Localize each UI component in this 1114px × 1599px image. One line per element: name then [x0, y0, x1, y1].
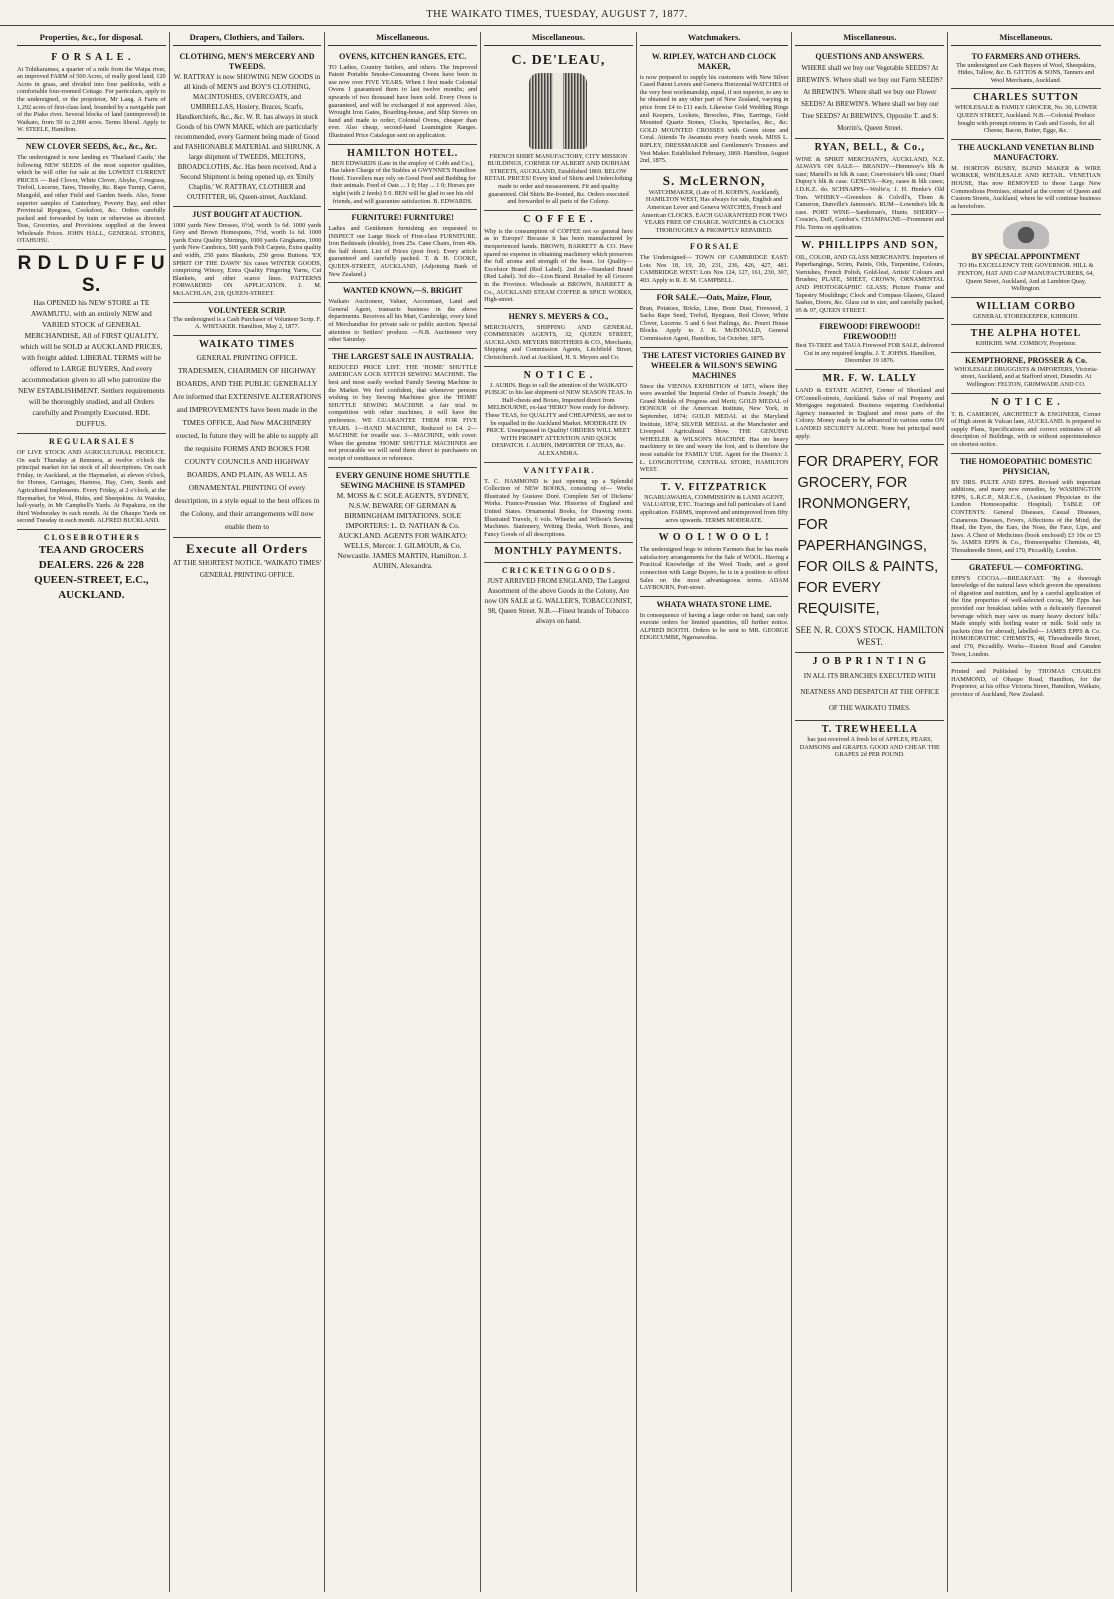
ad-cox-stock — [795, 445, 944, 653]
ad-coffee — [484, 211, 633, 309]
column-header: Drapers, Clothiers, and Tailors. — [173, 32, 322, 46]
ad-body: FRENCH SHIRT MANUFACTORY, CITY MISSION BUILDINGS, CORNER OF ALBERT AND DURHAM STREETS, AUCKLAND, Established 1869. BELOW RETAIL PRICES! Every kind of Shirts and Underclothing made to order and measurement. Fit and quality guaranteed. Old Shirts Re-fronted, &c. Orders executed and forwarded to all parts of the Colony. — [484, 152, 633, 206]
ad-body: Best TI-TREE and TAUA Firewood FOR SALE, delivered Cut in any required lengths. J. T. JOHNS. Hamilton, December 19 1876. — [795, 342, 945, 365]
ad-title: THE ALPHA HOTEL — [970, 328, 1082, 340]
ad-body: At Tuhikaramea, a quarter of a mile from the Waipa river, an improved FARM of 500 Acres, of really good land; 120 Acres in grass, and divided into four paddocks, with a comfortable four-roomed Cottage. For particulars, apply to the undersigned, or the proprietor, Mr Lang. A Farm of 1,292 acres of first-class land, bounded by a navigable part of the Piako river. Several blocks of land (unimproved) in Waikato, from 50 to 2,000 acres. Terms liberal. Apply to W. STEELE, Hamilton. — [17, 65, 166, 134]
masthead-title: THE WAIKATO TIMES, TUESDAY, AUGUST 7, 1877. — [426, 9, 688, 20]
ad-title: WHATA WHATA STONE LIME. — [656, 599, 772, 609]
ad-title: MONTHLY PAYMENTS. — [494, 546, 623, 558]
ad-title: THE LATEST VICTORIES GAINED BY WHEELER & WILSON'S SEWING MACHINES — [642, 350, 786, 380]
ad-title: F O R S A L E . — [51, 51, 132, 63]
ad-shirt-manufactory — [484, 49, 633, 211]
ad-job-printing — [795, 653, 944, 721]
ad-title: N O T I C E . — [991, 396, 1061, 408]
ad-title: W. PHILLIPPS AND SON, — [801, 239, 939, 251]
ad-body: SEE N. R. COX'S STOCK. HAMILTON WEST. — [795, 625, 945, 648]
ad-title: FIREWOOD! FIREWOOD!! FIREWOOD!!! — [819, 322, 921, 342]
ad-lally — [795, 370, 944, 445]
ad-rattray-clothing — [173, 49, 322, 207]
ad-auction-goods — [173, 207, 322, 303]
ad-regular-sales — [17, 434, 166, 530]
ad-title: J O B P R I N T I N G — [812, 656, 928, 668]
column-1 — [14, 32, 170, 1592]
ad-questions-answers — [795, 49, 944, 139]
ad-body: The undersigned begs to inform Farmers that he has made satisfactory arrangements for the Sale of WOOL. Having a Practical Knowledge of the Wool Trade, and a good connection with Large Buyers, he is in a position to effect Sales on the most advantageous terms. ADAM LAYBOURN, Port-street. — [639, 546, 789, 592]
ad-ryan-bell — [795, 139, 944, 237]
ad-body: BY DRS. PULTE AND EPPS. Revised with important additions, and many new remedies, by WASHINGTON EPPS, L.R.C.P., M.R.C.S., (Assistant Physician to the London Homoeopathic Hospital). TABLE OF CONTENTS: General Diseases, Casual Diseases, Cutaneous Diseases, Fevers, Affections of the Mind, the Head, the Eyes, the Ears, the Nose, the Face, Lips, and Jaws. A Chest of Medicines (book enclosed) £3 10s or £5 5s. JAMES EPPS & Co., Homoeopathic Chemists, 48, Threadneedle Street, and 170, Piccadilly, London. — [951, 478, 1101, 554]
ad-title: C R I C K E T I N G G O O D S . — [501, 566, 615, 576]
ad-cambridge-lots — [640, 239, 789, 289]
ad-body: M. MOSS & C SOLE AGENTS, SYDNEY, N.S.W. BEWARE OF GERMAN & BIRMINGHAM IMITATIONS. SOLE IMPORTERS: L. D. NATHAN & Co. AUCKLAND. AGENTS FOR WAIKATO: WELLS, Mercer. J. GILMOUR, & Co. Newcastle. JAMES MARTIN, Hamilton. J. AUBIN, Alexandra. — [336, 490, 469, 570]
ad-body: WHOLESALE DRUGGISTS & IMPORTERS, Victoria-street, Auckland, and at Stafford street, Dunedin. At Wellington: FELTON, GRIMWADE AND CO. — [954, 365, 1098, 389]
ad-monthly-payments — [484, 543, 633, 563]
ad-ovens — [328, 49, 477, 145]
ad-body: BEN EDWARDS (Late in the employ of Cobb and Co.), Has taken Charge of the Stables at GWYNNE'S Hamilton Hotel. Travellers may rely on Good Feed and Bedding for their animals. Feed of Oats ... 1 0; Hay ... 1 0; Horses per night (with 2 feeds) 5 0. BEN will be glad to see his old friends, and will guarantee satisfaction. B. EDWARDS. — [329, 159, 476, 205]
ad-title: C. DE'LEAU, — [511, 52, 606, 68]
ad-title: T. V. FITZPATRICK — [660, 481, 768, 493]
ad-trewheella — [795, 721, 944, 763]
ad-title: EVERY GENUINE HOME SHUTTLE SEWING MACHINE IS STAMPED — [335, 470, 470, 490]
ad-venetian-blind — [951, 140, 1101, 216]
ad-title: T. TREWHEELLA — [821, 724, 918, 736]
ad-title: MR. F. W. LALLY — [822, 373, 917, 385]
column-6 — [792, 32, 948, 1592]
ad-stone-lime — [640, 597, 789, 646]
column-header: Miscellaneous. — [795, 32, 944, 46]
ad-body: OF LIVE STOCK AND AGRICULTURAL PRODUCE. On each Thursday at Remuera, at twelve o'clock the principal market for fat stock of all descriptions. On each Friday, in Auckland, at the Haymarket, at eleven o'clock, for Horses, Carriages, Harness, Hay, Corn, Seeds and Agricultural Implements. Every Friday, at 2 o'clock, at the Haymarket, for Wool, Hides, and Sheepskins. At Waiuku, half-yearly, in Mr Campbell's Yards. At Papakura, on the third Wednesday in each month. At the Ohaupo Yards on second Tuesday in each month. ALFRED BUCKLAND. — [17, 449, 166, 525]
imprint-text: Printed and Published by THOMAS CHARLES HAMMOND, of Ohaupo Road, Hamilton, for the Proprietor, at his office Victoria Street, Hamilton, Waikato, province of Auckland, New Zealand. — [951, 668, 1101, 698]
ad-body: LAND & ESTATE AGENT, Corner of Shortland and O'Connell-streets, Auckland. Sales of real Property and Mortgages negotiated. Business requiring Confidential Agency transacted in England and most parts of the Colony. Money ready to be advanced in various sums ON LANDED SECURITY ALONE. None but principal need apply. — [795, 387, 945, 440]
ad-body: GENERAL PRINTING OFFICE. TRADESMEN, CHAIRMEN OF HIGHWAY BOARDS, AND THE PUBLIC GENERALLY Are informed that EXTENSIVE ALTERATIONS and IMPROVEMENTS have been made in the TIMES OFFICE, And New MACHINERY erected, In future they will be able to supply all the requisite FORMS AND BOOKS FOR COUNTY COUNCILS AND HIGHWAY BOARDS, AND PLAIN, AS WELL AS ORNAMENTAL PRINTING Of every description, in a style equal to the best offices in the Colony, and their arrangements will now enable them to — [172, 352, 322, 531]
ad-title: W. RIPLEY, WATCH AND CLOCK MAKER, — [651, 51, 777, 71]
ad-waikato-times-printing — [173, 336, 322, 538]
ad-title: HENRY S. MEYERS & CO., — [508, 311, 609, 321]
ad-body: TO His EXCELLENCY THE GOVERNOR. HILL & FENTON, HAT AND CAP MANUFACTURERS, 64, Queen Street, Auckland, And at Lambton Quay, Wellington. — [957, 262, 1095, 293]
ad-body: TO Ladies, Country Settlers, and others. The Improved Patent Portable Smoke-Consuming Ovens have been in use now over FIVE YEARS. When I first made Colonial Ovens I guaranteed them to last twelve months; and upwards of two thousand have been sold. Every Oven is guaranteed, and will be exchanged if not approved. Also, Wrought Iron Gates, Boarding-house, and Ship Stoves on hand and made to order; Colonial Ovens, cheaper than ever. Also cheap, second-hand Leamington Ranges. Illustrated Price Catalogue sent on application. — [328, 63, 478, 139]
ad-william-corbo — [951, 298, 1101, 326]
ad-body: J. AUBIN. Begs to call the attention of the WAIKATO PUBLIC to his last shipment of NEW SEASON TEAS. In Half-chests and Boxes, Imported direct from MELBOURNE, ex-last 'HERO' Now ready for delivery. These TEAS, for QUALITY and CHEAPNESS, are not to be equalled in the Auckland Market. MODERATE IN PRICE. Unsurpassed in Quality! ORDERS WILL MEET WITH PROMPT ATTENTION AND QUICK DESPATCH. J. AUBIN, IMPORTER OF TEAS, &c. ALEXANDRA. — [484, 381, 633, 457]
ad-aubin-teas — [484, 367, 633, 463]
ad-body: W. RATTRAY is now SHOWING NEW GOODS in all kinds of MEN'S and BOY'S CLOTHING, MACINTOSHES, OVERCOATS, and UMBRELLAS, Hosiery, Braces, Scarfs, Handkerchiefs, &c., &c. W. R. has always in stock Goods of his OWN MAKE, which are particularly recommended, every Garment being made of Good and FASHIONABLE MATERIAL and SHRUNK. A large shipment of TWEEDS, MELTONS, BROADCLOTHS, &c. Has been received, And a Second Shipment is being opened up, ex 'Emily Chaplin.' W. RATTRAY, CLOTHIER and OUTFITTER, 66, Queen-street, Auckland. — [173, 72, 321, 201]
column-2 — [170, 32, 326, 1592]
ad-body: WINE & SPIRIT MERCHANTS, AUCKLAND, N.Z. ALWAYS ON SALE— BRANDY—Hennessy's blk & case; Martell's in blk & case; Courvoisier's blk case; Otard Dupuy's blk & case. GENEVA—Key, cases & blk cases; J.D.K.Z. do. SCHNAPPS—Wolfe's; J. H. Henke's Old Tom. WHISKY—Greenlees & Colvill's, Thom & Cameron, Dunville's Jameson's. RUM—Lowndes's blk & case. PORT WINE—Sandeman's, Hunts. SHERRY—Cousin's, Duff, Gordon's. CHAMPAGNE—Fromment and Fils. Terms on application. — [795, 155, 945, 231]
ad-body: EPPS'S COCOA.—BREAKFAST. 'By a thorough knowledge of the natural laws which govern the operations of digestion and nutrition, and by a careful application of the fine properties of well-selected cocoa, Mr Epps has provided our breakfast tables with a delicately flavoured beverage which may save us many heavy doctors' bills.' Made simply with boiling water or milk. Sold only in packets (tins for abroad), labelled— JAMES EPPS & Co. HOMOEOPATHIC CHEMISTS, 48, Threadneedle Street, and 170, Piccadilly. Works—Euston Road and Camden Town, London. — [951, 574, 1101, 658]
ad-title: NEW CLOVER SEEDS, &c., &c., &c. — [25, 141, 157, 151]
ad-phillipps — [795, 237, 944, 320]
ad-close-brothers — [17, 530, 166, 607]
ad-title: WANTED KNOWN,—S. BRIGHT — [342, 286, 463, 296]
ad-title: W O O L ! W O O L ! — [658, 532, 770, 544]
column-5 — [637, 32, 793, 1592]
ad-body: 1000 yards New Dresses, 6½d, worth 1s 6d. 1000 yards Grey and Brown Homespuns, 7½d, worth 1s 6d. 1000 yards Extra Quality Shirtings, 1000 yards Ginghams, 1000 yards New Cambrics, 500 yards Felt Carpets, Extra quality and width, 250 pairs Blankets, 250 gross Buttons. 'EX SPIRIT OF THE DAWN' Six cases WINTER GOODS, comprising Wincey, Extra Quality Fingering Yarns, Cut Blankets, and other scarce lines. PATTERNS FORWARDED ON APPLICATION. J. M. McLACHLAN, 218, QUEEN-STREET. — [172, 221, 322, 297]
ad-title: JUST BOUGHT AT AUCTION. — [192, 209, 302, 219]
ad-title: FURNITURE! FURNITURE! — [351, 213, 454, 223]
ad-body: NGARUAWAHIA, COMMISSION & LAND AGENT, VALUATOR, ETC. Tracings and full particulars of Land application. FARMS, improved and unimproved from fifty acres upwards. TERMS MODERATE. — [639, 493, 789, 524]
ad-title: FOR SALE.—Oats, Maize, Flour, — [656, 292, 772, 302]
ad-body: has just received A fresh lot of APPLES, PEARS, DAMSONS and GRAPES. GOOD AND CHEAP. THE GRAPES 2d PER POUND. — [799, 736, 940, 759]
column-header: Miscellaneous. — [328, 32, 477, 46]
ad-meyers — [484, 309, 633, 367]
ad-body: WHOLESALE & FAMILY GROCER, No. 30, LOWER QUEEN STREET, Auckland. N.B.—Colonial Produce bought with prompt returns in Cash and Goods, for all Cheese, Bacon, Butter, Eggs, &c. — [954, 104, 1098, 135]
ad-duffus-store — [17, 250, 166, 434]
column-7 — [948, 32, 1104, 1592]
ad-body: KIHIKIHI. WM. COMBOY, Proprietor. — [975, 340, 1077, 348]
ad-farmers-others — [951, 49, 1101, 90]
column-header: Properties, &c., for disposal. — [17, 32, 166, 46]
ad-body: In consequence of having a large order on hand, can only execute orders for limited quantities, till further notice. ALFRED BOOTH. Orders to be sent to MR. GEORGE EDGECUMBE, Ngaruawahia. — [639, 611, 789, 642]
ad-body: Ladies and Gentlemen furnishing are requested to INSPECT our Large Stock of First-class FURNITURE. Iron Bedsteads (double), from 25s. Cane Chairs, from 40s. the half dozen. List of Prices (post free). Every article guaranteed and carefully packed. T. & H. COOKE, QUEEN-STREET, AUCKLAND, (Adjoining Bank of New Zealand.) — [328, 225, 478, 278]
ad-title: RYAN, BELL, & Co., — [814, 141, 925, 153]
ad-title: CLOTHING, MEN'S MERCERY AND TWEEDS. — [179, 51, 315, 71]
ad-cricketing-goods — [484, 563, 633, 630]
ad-body: The undersigned are Cash Buyers of Wool, Sheepskins, Hides, Tallow, &c. B. GITTOS & SONS, Tanners and Wool Merchants, Auckland. — [956, 61, 1096, 84]
ad-title: BY SPECIAL APPOINTMENT — [971, 252, 1081, 262]
ad-title: F O R S A L E — [690, 242, 739, 252]
ad-title: THE HOMOEOPATHIC DOMESTIC PHYSICIAN, — [959, 456, 1093, 476]
ad-clover-seeds — [17, 139, 166, 250]
ad-body: The undersigned is now landing ex 'Thurland Castle,' the following NEW SEEDS of the most superior qualities, which he will offer for sale at the LOWEST CURRENT PRICES — Red Clover, White Clover, Alsyke, Cowgrass, Trefoil, Lucerne, Tares, Timothy, &c. Rape Turnip, Carrot, Mangold, and other Field and Garden Seeds. Also, Some superior samples of Canterbury, Poverty Bay, and other Provincial Ryegrass, Cocksfoot, &c. Orders carefully packed and forwarded by train or otherwise as directed. Teas, Groceries, and Provisions supplied at the lowest Wholesale Prices. JOHN HALL, GENERAL STORES, OTAHUHU. — [17, 153, 166, 245]
ad-body: TEA AND GROCERS DEALERS. 226 & 228 QUEEN-STREET, E.C., AUCKLAND. — [34, 544, 149, 601]
ad-title: Execute all Orders — [186, 540, 309, 556]
masthead — [0, 6, 1114, 26]
ad-charles-sutton — [951, 89, 1101, 139]
ad-title: V A N I T Y F A I R . — [523, 465, 594, 475]
column-header: Miscellaneous. — [951, 32, 1101, 46]
ad-title: QUESTIONS AND ANSWERS. — [815, 51, 925, 61]
ad-sewing-machine — [328, 349, 477, 468]
ad-volunteer-scrip — [173, 303, 322, 336]
ad-execute-orders — [173, 538, 322, 585]
ad-title: R E G U L A R S A L E S — [48, 437, 134, 447]
ad-title: WILLIAM CORBO — [975, 300, 1076, 312]
ad-body: Bran, Potatoes, Bricks, Lime, Bone Dust, Firewood, 2 Sacks Rape Seed, Trefoil, Ryegrass, Red Clover, White Clover, Lucerne. 5 and 6 feet Pailings, &c. Pourri House Blocks. Apply to J. K. McDONALD, General Commission Agent, Hamilton, 1st October, 1875. — [639, 304, 789, 343]
ad-body: AT THE SHORTEST NOTICE. 'WAIKATO TIMES' GENERAL PRINTING OFFICE. — [172, 558, 322, 579]
ad-title: TO FARMERS AND OTHERS. — [971, 51, 1081, 61]
ad-kempthorne — [951, 353, 1101, 394]
ad-title: N O T I C E . — [523, 369, 594, 381]
ad-wool — [640, 529, 789, 597]
ad-body: MERCHANTS, SHIPPING AND GENERAL COMMISSION AGENTS, 32, QUEEN STREET, AUCKLAND. MEYERS BROTHERS & CO., Merchants, Shipping and Commission Agents, Litchfield Street, Christchurch. And at Auckland, H. S. Meyers and Co. — [484, 323, 633, 362]
ad-cameron-architect — [951, 394, 1101, 454]
ad-body: GENERAL STOREKEEPER, KIHIKIHI. — [973, 312, 1079, 320]
ad-body: is now prepared to supply his customers with New Silver Cased Patent Levers and Geneva Horizontal WATCHES of the very best workmanship, equal, if not superior, to any to be obtained in any other part of New Zealand, varying in price from £4 to £11 each. Likewise Gold Wedding Rings and Keepers, Lockets, Brooches, Pins, Earrings, Gold Mounted Quartz Stones, Clocks, Spectacles, &c., &c. GOLD MOUNTED CROSSES with Green stone and Coral. Attends Te Awamutu every fourth week. MISS L. RIPLEY, DRESSMAKER and Gentlemen's Trousers and Vest Maker. Established February, 1869. Hamilton, August 2nd, 1875. — [639, 73, 789, 165]
ad-title: HAMILTON HOTEL. — [347, 147, 459, 159]
column-header: Miscellaneous. — [484, 32, 633, 46]
ad-body: T. C. HAMMOND is just opening up a Splendid Collection of NEW BOOKS, consisting of— Works Illustrated by Gustave Doré. Complete Set of Dickens' Works. Franco-Prussian War. Histories of England and United States. Ornamental Books, for Drawing room. Illustrated Travels, 6 vols. Wheeler and Wilson's Sewing Machines. Stationery, Writing Desks, Work Boxes, and Fancy Goods of all descriptions. — [484, 477, 633, 538]
ad-vanity-fair — [484, 463, 633, 544]
ad-title: OVENS, KITCHEN RANGES, ETC. — [339, 51, 467, 61]
ad-title: R D L D U F F U S. — [17, 253, 166, 297]
imprint — [951, 663, 1101, 702]
ad-fitzpatrick — [640, 479, 789, 529]
column-header: Watchmakers. — [640, 32, 789, 46]
ad-body: M. HORTON BUSBY, BLIND MAKER & WIRE WORKER, WHOLESALE AND RETAIL. VENETIAN HOUSE, Has now REMOVED to those Large New Commodious Premises, situated at the corner of Queen and Custom Streets, Auckland, where he will continue business as heretofore. — [951, 164, 1101, 210]
ad-body: Why is the consumption of COFFEE not so general here as in Europe? Because it has been manufactured by inexperienced hands. BROWN, BARRETT & CO. Have spared no expense in obtaining machinery which preserves the full aroma and strength of the bean. 1st Quality—Excelsior Brand (Red Label). 2nd do—Standard Brand (Red Label). 3rd do—Lion Brand. Retailed by all Grocers in the Province. Wholesale at BROWN, BARRETT & Co., AUCKLAND STEAM COFFEE & SPICE WORKS, High-street. — [484, 227, 633, 304]
ad-title: KEMPTHORNE, PROSSER & Co. — [964, 355, 1087, 365]
ad-body: REDUCED PRICE LIST. THE 'HOME' SHUTTLE AMERICAN LOCK STITCH SEWING MACHINE. The best and most easily worked Family Sewing Machine in the Market. We feel confident, that whenever persons wishing to buy Sewing Machines give the 'HOME' SHUTTLE SEWING MACHINE a fair trial in competition with other machines, it will have the preference. WE GUARANTEE THEM FOR FIVE YEARS. 1—HAND MACHINE, Reduced to £4. 2—MACHINE for treadle use. 3—MACHINE, with cover. When the genuine 'HOME' SHUTTLE MACHINES are not procurable we will send them direct to purchasers on receipt of remittance or reference. — [328, 363, 478, 462]
ad-genuine-home-shuttle — [328, 468, 477, 575]
royal-crest-icon — [1003, 221, 1049, 249]
ad-title: C L O S E B R O T H E R S — [43, 533, 139, 542]
ad-body: WHERE shall we buy our Vegetable SEEDS? At BREWIN'S. Where shall we buy our Farm SEEDS? At BREWIN'S. Where shall we buy our Flower SEEDS? At BREWIN'S. Where shall we buy our Tree SEEDS? At BREWIN'S, Opposite T. and S. Morrin's, Queen Street. — [796, 63, 943, 132]
newspaper-columns — [14, 32, 1104, 1592]
ad-epps-cocoa — [951, 560, 1101, 664]
ad-body: WATCHMAKER, (Late of H. KOHN'S, Auckland), HAMILTON WEST, Has always for sale, English and American Lever and Geneva WATCHES, French and American CLOCKS. EACH GUARANTEED FOR TWO YEARS FREE OF CHARGE. WATCHES & CLOCKS THOROUGHLY & PROMPTLY REPAIRED. — [641, 188, 787, 234]
ad-wanted-known — [328, 283, 477, 349]
column-4 — [481, 32, 637, 1592]
ad-wheeler-wilson — [640, 348, 789, 479]
ad-body: Has OPENED his NEW STORE at TE AWAMUTU, with an entirely NEW and VARIED STOCK of GENERAL MERCHANDISE, All of FIRST QUALITY, which will be SOLD at AUCKLAND PRICES, with freight added. LIBERAL TERMS will be offered to LARGE BUYERS, And every accommodation given to all who patronize the NEW ESTABLISHMENT. Settlers requirements will be thoroughly studied, and all Orders carefully and Promptly Executed. RDL DUFFUS. — [18, 298, 165, 429]
ad-title: THE LARGEST SALE IN AUSTRALIA. — [331, 351, 474, 361]
ad-oats-maize — [640, 290, 789, 348]
ad-body: JUST ARRIVED FROM ENGLAND, The Largest Assortment of the above Goods in the Colony, Are now ON SALE at G. WALLER'S, TOBACCONIST, 98, Queen Street. N.B.—Finest brands of Tobacco always on hand. — [484, 577, 632, 626]
ad-body: The Undersigned— TOWN OF CAMBRIDGE EAST: Lots Nos 18, 19, 20, 231, 236, 426, 427, 481. CAMBRIDGE WEST: Lots Nos 124, 127, 161, 230, 307, 403. Apply to R. E. M. CAMPBELL. — [639, 254, 789, 285]
ad-alpha-hotel — [951, 325, 1101, 353]
ad-title: FOR DRAPERY, FOR GROCERY, FOR IRONMONGERY, FOR PAPERHANGINGS, FOR OILS & PAINTS, FOR EVERY REQUISITE, — [797, 454, 939, 618]
ad-body: T. B. CAMERON, ARCHITECT & ENGINEER, Corner of High street & Vulcan lane, AUCKLAND. Is prepared to supply Plans, Specifications and correct estimates of all description of Buildings, with or without superintendence on shortest notice. — [951, 410, 1101, 449]
ad-body: Since the VIENNA EXHIBITION of 1873, where they were awarded 'the Imperial Order of Francis Joseph,' the Grand Medals of Progress and Merit; GOLD MEDAL of HONOUR of the American Institute, New York, in September, 1874; GOLD MEDAL at the Maryland Institute, 1874; SILVER MEDAL at the Manchester and Liverpool Agricultural Show. THE GENUINE WHEELER & WILSON'S MACHINE Has no heavy machinery to tire and weary the foot, and is therefore the most suitable for FAMILY USE. Agent for the District: J. L. LONGBOTTOM, CENTRAL STORE, HAMILTON WEST. — [639, 382, 789, 474]
ad-farm-for-sale — [17, 49, 166, 139]
ad-homoeopathic-physician — [951, 454, 1101, 560]
ad-body: Waikato Auctioneer, Valuer, Accountant, Land and General Agent, transacts business in the above departments. Receives all his Mart, Cambridge, every kind of Merchandise for private sale or public auction. Special attention to Settlers' produce. —N.B. Auctioneer very other Saturday. — [328, 298, 478, 344]
ad-title: CHARLES SUTTON — [973, 92, 1079, 104]
ad-title: VOLUNTEER SCRIP. — [208, 305, 286, 315]
ad-title: C O F F E E . — [523, 213, 594, 225]
ad-title: WAIKATO TIMES — [198, 338, 296, 350]
ad-title: GRATEFUL — COMFORTING. — [968, 562, 1083, 572]
column-3 — [325, 32, 481, 1592]
ad-body: OIL, COLOR, AND GLASS MERCHANTS. Importers of Paperhangings, Scrim, Paints, Oils, Turpentine, Colours, Varnishes, French Polish, Gold-leaf, Artists' Colours and Brushes; PLATE, SHEET, CROWN, ORNAMENTAL AND PHOTOGRAPHIC GLASS; Picture Frame and Tapestry Mouldings; Clock and Compass Glasses, Glazed Sashes, Doors, &c. Glass cut to size, and carefully packed, 95 & 97, QUEEN STREET. — [795, 253, 945, 314]
ad-title: THE AUCKLAND VENETIAN BLIND MANUFACTORY. — [957, 142, 1095, 162]
shirt-illustration — [529, 73, 587, 149]
ad-hamilton-hotel — [328, 145, 477, 211]
ad-ripley-watchmaker — [640, 49, 789, 170]
ad-title: S. McLERNON, — [662, 172, 766, 188]
ad-special-appointment — [951, 215, 1101, 297]
ad-body: The undersigned is a Cash Purchaser of Volunteer Scrip. F. A. WHITAKER. Hamilton, May 2, 1877. — [172, 315, 322, 331]
ad-mclernon — [640, 170, 789, 240]
ad-firewood — [795, 319, 944, 370]
ad-furniture — [328, 210, 477, 283]
ad-body: IN ALL ITS BRANCHES EXECUTED WITH NEATNESS AND DESPATCH AT THE OFFICE OF THE WAIKATO TIMES. — [800, 672, 940, 713]
